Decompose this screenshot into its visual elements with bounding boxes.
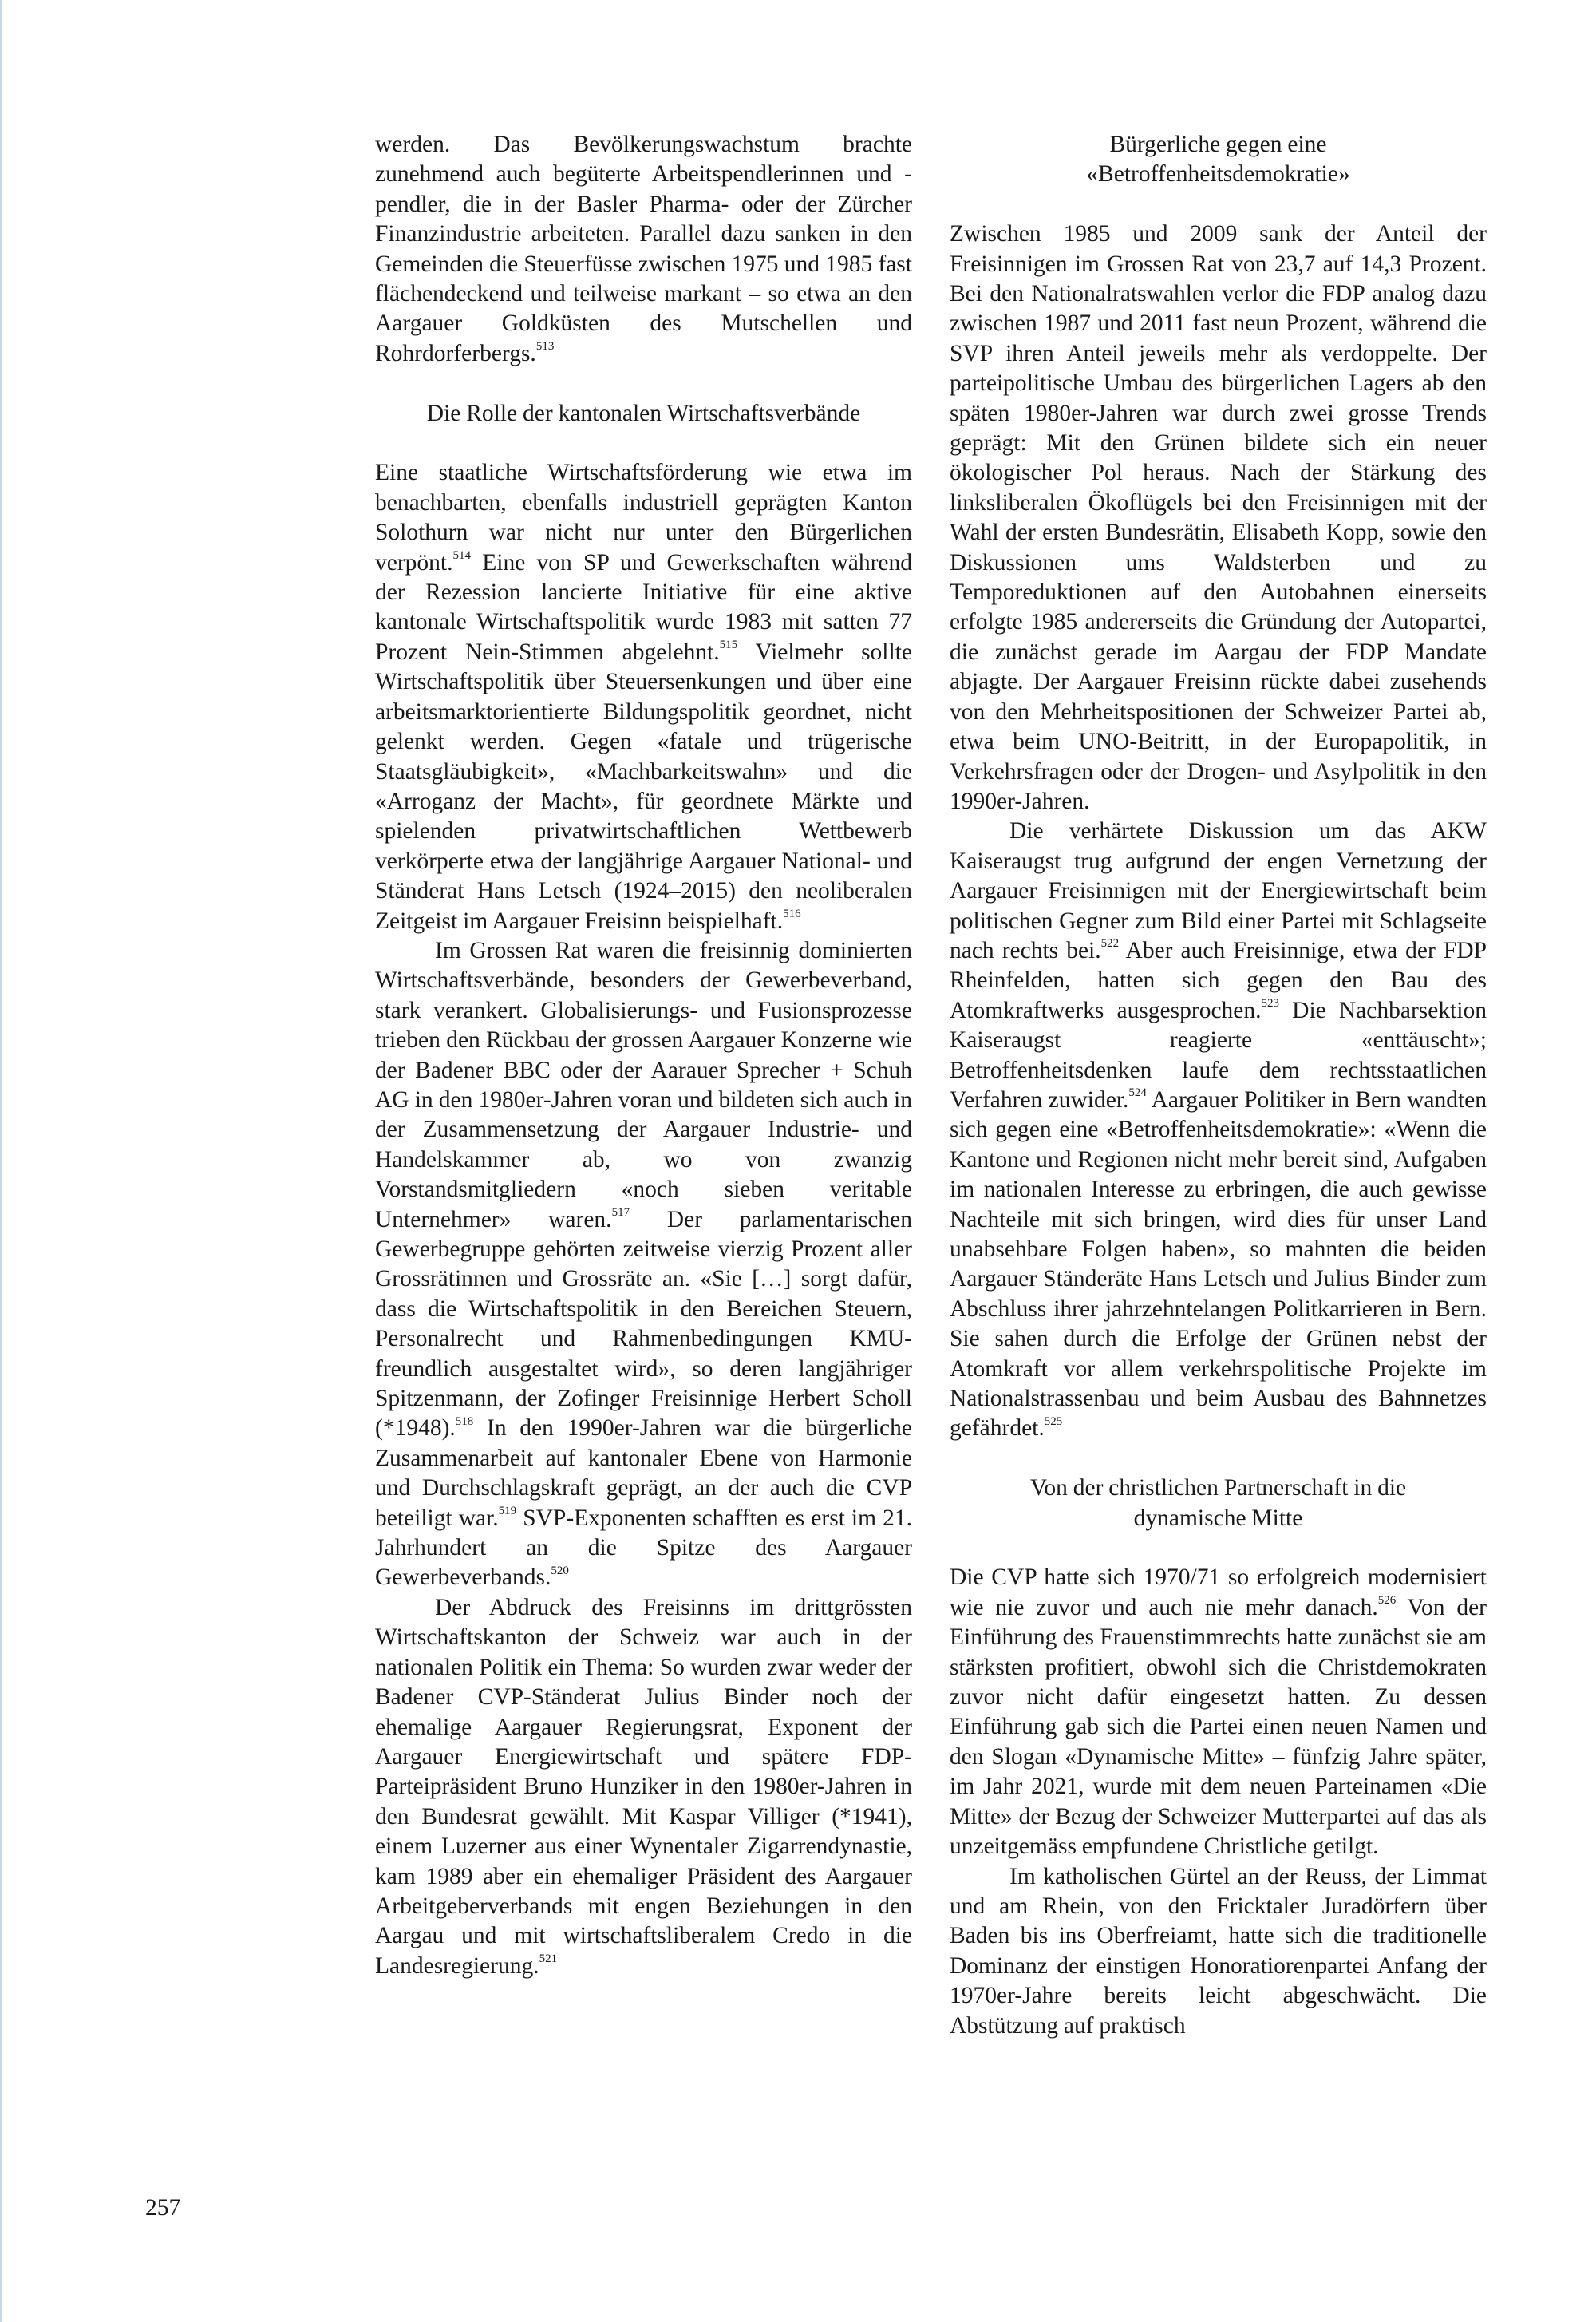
footnote-ref[interactable]: 526	[1377, 1594, 1396, 1608]
footnote-ref[interactable]: 520	[551, 1564, 569, 1577]
paragraph-text: Die verhärtete Diskussion um das AKW Kaiseraugst trug aufgrund der engen Vernetzung der Aargauer Freisinnigen mit der Energiewirtschaft beim politischen Gegner zum Bild einer Partei mit Schlagseite nach rechts bei.	[950, 818, 1487, 963]
paragraph	[375, 1593, 912, 1981]
footnote-ref[interactable]: 515	[719, 639, 738, 652]
footnote-ref[interactable]: 514	[452, 548, 471, 562]
paragraph-text: Im katholischen Gürtel an der Reuss, der Limmat und am Rhein, von den Fricktaler Juradörfern über Baden bis ins Oberfreiamt, hatte sich die traditionelle Dominanz der einstigen Honoratiorenpartei Anfang der 1970er-Jahre bereits leicht abgeschwächt. Die Abstützung auf praktisch	[950, 1863, 1487, 2039]
paragraph-text: Zwischen 1985 und 2009 sank der Anteil der Freisinnigen im Grossen Rat von 23,7 auf 14,3 Prozent. Bei den Nationalratswahlen verlor die FDP analog dazu zwischen 1987 und 2011 fast neun Prozent, während die SVP ihren Anteil jeweils mehr als verdoppelte. Der parteipolitische Umbau des bürgerlichen Lagers ab den späten 1980er-Jahren war durch zwei grosse Trends geprägt: Mit den Grünen bildete sich ein neuer ökologischer Pol heraus. Nach der Stärkung des linksliberalen Ökoflügels bei den Freisinnigen mit der Wahl der ersten Bundesrätin, Elisabeth Kopp, sowie den Diskussionen ums Waldsterben und zu Temporeduktionen auf den Autobahnen einerseits erfolgte 1985 andererseits die Gründung der Autopartei, die zunächst gerade im Aargau der FDP Mandate abjagte. Der Aargauer Freisinn rückte dabei zusehends von den Mehrheitspositionen der Schweizer Partei ab, etwa beim UNO-Beitritt, in der Europapolitik, in Verkehrsfragen oder der Drogen- und Asylpolitik in den 1990er-Jahren.	[950, 221, 1487, 814]
footnote-ref[interactable]: 519	[498, 1504, 517, 1517]
paragraph	[950, 817, 1487, 1444]
footnote-ref[interactable]: 524	[1128, 1086, 1147, 1100]
paragraph-text: Eine von SP und Gewerkschaften während der Rezession lancierte Initiative für eine aktive kantonale Wirtschaftspolitik wurde 1983 mit satten 77 Prozent Nein-Stimmen abgelehnt.	[375, 549, 912, 665]
heading-line: Bürgerliche gegen eine	[1109, 132, 1327, 157]
left-column	[375, 130, 912, 1981]
footnote-ref[interactable]: 517	[611, 1205, 630, 1219]
footnote-ref[interactable]: 516	[783, 907, 801, 920]
footnote-ref[interactable]: 522	[1100, 937, 1120, 951]
page-edge-line	[0, 0, 2, 2322]
footnote-ref[interactable]: 525	[1044, 1414, 1063, 1428]
paragraph	[950, 1862, 1487, 2041]
paragraph-text: SVP-Exponenten schafften es erst im 21. Jahrhundert an die Spitze des Aargauer Gewerbeverbands.	[375, 1505, 912, 1591]
paragraph-text: werden. Das Bevölkerungswachstum brachte zunehmend auch begüterte Arbeitspendlerinnen und -pendler, die in der Basler Pharma- oder der Zürcher Finanzindustrie arbeiteten. Parallel dazu sanken in den Gemeinden die Steuerfüsse zwischen 1975 und 1985 fast flächendeckend und teilweise markant – so etwa an den Aargauer Goldküsten des Mutschellen und Rohrdorferbergs.	[375, 132, 912, 366]
footnote-ref[interactable]: 513	[535, 340, 555, 354]
paragraph-text: Aargauer Politiker in Bern wandten sich gegen eine «Betroffenheitsdemokratie»: «Wenn die Kantone und Regionen nicht mehr bereit sind, Aufgaben im nationalen Interesse zu erbringen, die auch gewisse Nachteile mit sich bringen, wird dies für unser Land unabsehbare Folgen haben», so mahnten die beiden Aargauer Ständeräte Hans Letsch und Julius Binder zum Abschluss ihrer jahrzehntelangen Politkarrieren in Bern. Sie sahen durch die Erfolge der Grünen nebst der Atomkraft vor allem verkehrspolitische Projekte im Nationalstrassenbau und beim Ausbau des Bahnnetzes gefährdet.	[950, 1086, 1487, 1442]
paragraph-text: Die Nachbarsektion Kaiseraugst reagierte «enttäuscht»; Betroffenheitsdenken laufe dem rechtsstaatlichen Verfahren zuwider.	[950, 997, 1487, 1113]
paragraph-text: Vielmehr sollte Wirtschaftspolitik über Steuersenkungen und über eine arbeitsmarktorientierte Bildungspolitik geordnet, nicht gelenkt werden. Gegen «fatale und trügerische Staatsgläubigkeit», «Machbarkeitswahn» und die «Arroganz der Macht», für geordnete Märkte und spielenden privatwirtschaftlichen Wettbewerb verkörperte etwa der langjährige Aargauer National- und Ständerat Hans Letsch (1924–2015) den neoliberalen Zeitgeist im Aargauer Freisinn beispielhaft.	[375, 639, 912, 934]
paragraph-text: In den 1990er-Jahren war die bürgerliche Zusammenarbeit auf kantonaler Ebene von Harmonie und Durchschlagskraft geprägt, an der auch die CVP beteiligt war.	[375, 1415, 912, 1531]
paragraph-text: Die CVP hatte sich 1970/71 so erfolgreich modernisiert wie nie zuvor und auch nie mehr danach.	[950, 1564, 1487, 1620]
page-number: 257	[145, 2195, 181, 2221]
paragraph-text: Von der Einführung des Frauenstimmrechts hatte zunächst sie am stärksten profitiert, obwohl sich die Christdemokraten zuvor nicht dafür eingesetzt hatten. Zu dessen Einführung gab sich die Partei einen neuen Namen und den Slogan «Dynamische Mitte» – fünfzig Jahre später, im Jahr 2021, wurde mit dem neuen Parteinamen «Die Mitte» der Bezug der Schweizer Mutterpartei auf das als unzeitgemäss empfundene Christliche getilgt.	[950, 1594, 1487, 1860]
paragraph	[950, 1563, 1487, 1861]
paragraph-text: Aber auch Freisinnige, etwa der FDP Rheinfelden, hatten sich gegen den Bau des Atomkraftwerks ausgesprochen.	[950, 937, 1487, 1023]
paragraph-text: Eine staatliche Wirtschaftsförderung wie etwa im benachbarten, ebenfalls industriell geprägten Kanton Solothurn war nicht nur unter den Bürgerlichen verpönt.	[375, 460, 912, 576]
right-column	[950, 130, 1487, 2041]
paragraph	[950, 220, 1487, 817]
paragraph-text: Der Abdruck des Freisinns im drittgrössten Wirtschaftskanton der Schweiz war auch in der nationalen Politik ein Thema: So wurden zwar weder der Badener CVP-Ständerat Julius Binder noch der ehemalige Aargauer Regierungsrat, Exponent der Aargauer Energiewirtschaft und spätere FDP-Parteipräsident Bruno Hunziker in den 1980er-Jahren in den Bundesrat gewählt. Mit Kaspar Villiger (*1941), einem Luzerner aus einer Wynentaler Zigarrendynastie, kam 1989 aber ein ehemaliger Präsident des Aargauer Arbeitgeberverbands mit engen Beziehungen in den Aargau und mit wirtschaftsliberalem Credo in die Landesregierung.	[375, 1594, 912, 1979]
section-heading	[950, 1474, 1487, 1533]
paragraph-text: Im Grossen Rat waren die freisinnig dominierten Wirtschaftsverbände, besonders der Gewerbeverband, stark verankert. Globalisierungs- und Fusionsprozesse trieben den Rückbau der grossen Aargauer Konzerne wie der Badener BBC oder der Aarauer Sprecher + Schuh AG in den 1980er-Jahren voran und bildeten sich auch in der Zusammensetzung der Aargauer Industrie- und Handelskammer ab, wo von zwanzig Vorstandsmitgliedern «noch sieben veritable Unternehmer» waren.	[375, 937, 912, 1232]
section-heading: Die Rolle der kantonalen Wirtschaftsverbände	[426, 400, 861, 426]
paragraph-text: Der parlamentarischen Gewerbegruppe gehörten zeitweise vierzig Prozent aller Grossrätinnen und Grossräte an. «Sie […] sorgt dafür, dass die Wirtschaftspolitik in den Bereichen Steuern, Personalrecht und Rahmenbedingungen KMU-freundlich ausgestaltet wird», so deren langjähriger Spitzenmann, der Zofinger Freisinnige Herbert Scholl (*1948).	[375, 1206, 912, 1442]
heading-line: dynamische Mitte	[1133, 1505, 1303, 1531]
footnote-ref[interactable]: 518	[455, 1414, 474, 1428]
paragraph	[375, 130, 912, 369]
heading-line: Von der christlichen Partnerschaft in die	[1029, 1475, 1407, 1501]
heading-line: «Betroffenheitsdemokratie»	[1086, 161, 1350, 188]
paragraph	[375, 936, 912, 1593]
footnote-ref[interactable]: 523	[1261, 996, 1280, 1010]
section-heading	[950, 130, 1487, 190]
paragraph	[375, 458, 912, 936]
footnote-ref[interactable]: 521	[539, 1952, 558, 1965]
